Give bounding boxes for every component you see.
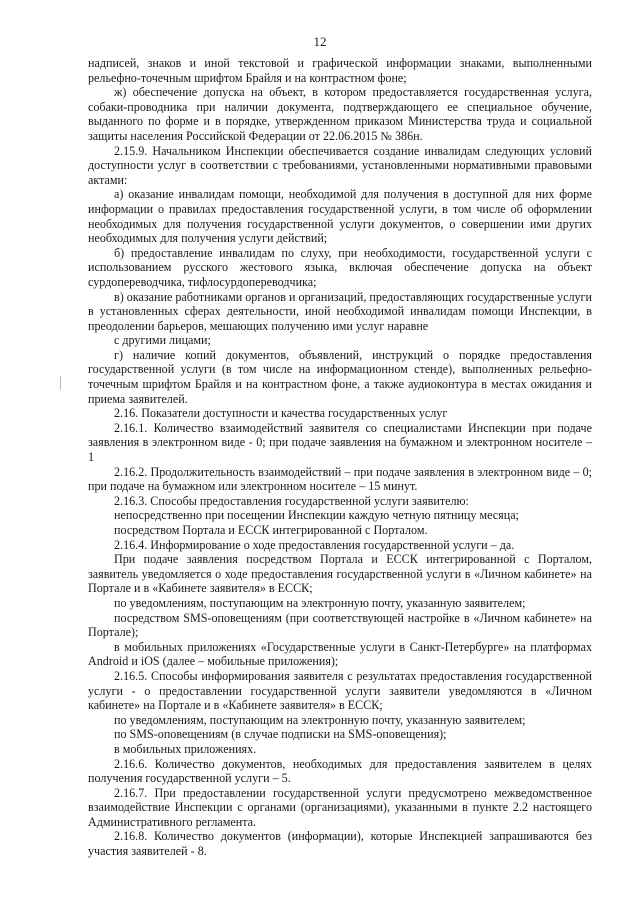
- document-body: [88, 56, 592, 859]
- paragraph: 2.16.5. Способы информирования заявителя с результатах предоставления государственной услуги - о предоставлении государственной услуги заявители уведомляются в «Личном кабинете» на Портале и в «Кабинете заявителя» в ЕССК;: [88, 668, 592, 713]
- paragraph: посредством SMS-оповещениям (при соответствующей настройке в «Личном кабинете» на Портале);: [88, 610, 592, 640]
- paragraph: 2.16. Показатели доступности и качества государственных услуг: [114, 406, 448, 421]
- paragraph: 2.16.1. Количество взаимодействий заявителя со специалистами Инспекции при подаче заявления в электронном виде - 0; при подаче заявления на бумажном и электронном носителе – 1: [88, 420, 592, 465]
- paragraph: 2.16.2. Продолжительность взаимодействий – при подаче заявления в электронном виде – 0; при подаче на бумажном или электронном носителе – 15 минут.: [88, 464, 592, 494]
- paragraph: г) наличие копий документов, объявлений, инструкций о порядке предоставления государственной услуги (в том числе на информационном стенде), выполненных рельефно-точечным шрифтом Брайля и на контрастном фоне, а также аудиоконтура в местах ожидания и приема заявителей.: [88, 347, 592, 406]
- paragraph: 2.16.4. Информирование о ходе предоставления государственной услуги – да.: [114, 537, 515, 552]
- paragraph: 2.15.9. Начальником Инспекции обеспечивается создание инвалидам следующих условий доступности услуг в соответствии с требованиями, установленными нормативными правовыми актами:: [88, 143, 592, 187]
- paragraph: в) оказание работниками органов и организаций, предоставляющих государственные услуги в установленных сферах деятельности, иной необходимой инвалидам помощи Инспекции, в преодолении барьеров, мешающих получению ими услуг наравне: [88, 289, 592, 333]
- paragraph: 2.16.7. При предоставлении государственной услуги предусмотрено межведомственное взаимодействие Инспекции с органами (организациями), указанными в пункте 2.2 настоящего Административного регламента.: [88, 785, 592, 829]
- paragraph: 2.16.3. Способы предоставления государственной услуги заявителю:: [114, 493, 469, 508]
- paragraph: 2.16.6. Количество документов, необходимых для предоставления заявителем в целях получения государственной услуги – 5.: [88, 756, 592, 786]
- margin-mark: [60, 376, 61, 390]
- paragraph: надписей, знаков и иной текстовой и графической информации знаками, выполненными рельефно-точечным шрифтом Брайля и на контрастном фоне;: [88, 56, 592, 85]
- paragraph: а) оказание инвалидам помощи, необходимой для получения в доступной для них форме информации о правилах предоставления государственной услуги, в том числе об оформлении необходимых для получения государственной услуги документов, о совершении ими других необходимых для получения услуги действий;: [88, 187, 592, 246]
- paragraph: непосредственно при посещении Инспекции каждую четную пятницу месяца;: [114, 508, 519, 523]
- paragraph: ж) обеспечение допуска на объект, в котором предоставляется государственная услуга, собаки-проводника при наличии документа, подтверждающего ее специальное обучение, выданного по форме и в порядке, утвержденном приказом Министерства труда и социальной защиты населения Российской Федерации от 22.06.2015 № 386н.: [88, 85, 592, 143]
- page-number: 12: [313, 34, 327, 49]
- paragraph: б) предоставление инвалидам по слуху, при необходимости, государственной услуги с использованием русского жестового языка, включая обеспечение допуска на объект сурдопереводчика, тифлосурдопереводчика;: [88, 245, 592, 289]
- paragraph: по уведомлениям, поступающим на электронную почту, указанную заявителем;: [114, 595, 526, 610]
- paragraph: посредством Портала и ЕССК интегрированной с Порталом.: [114, 523, 428, 537]
- paragraph: в мобильных приложениях.: [114, 741, 257, 756]
- paragraph: по SMS-оповещениям (в случае подписки на SMS-оповещения);: [114, 727, 447, 742]
- paragraph: по уведомлениям, поступающим на электронную почту, указанную заявителем;: [114, 712, 526, 727]
- paragraph: 2.16.8. Количество документов (информации), которые Инспекцией запрашиваются без участия заявителей - 8.: [88, 829, 592, 859]
- paragraph: с другими лицами;: [114, 333, 211, 348]
- paragraph: При подаче заявления посредством Портала и ЕССК интегрированной с Порталом, заявитель уведомляется о ходе предоставления государственной услуги в «Личном кабинете» на Портале и в «Кабинете заявителя» в ЕССК;: [88, 552, 592, 596]
- paragraph: в мобильных приложениях «Государственные услуги в Санкт-Петербурге» на платформах Android и iOS (далее – мобильные приложения);: [88, 639, 592, 669]
